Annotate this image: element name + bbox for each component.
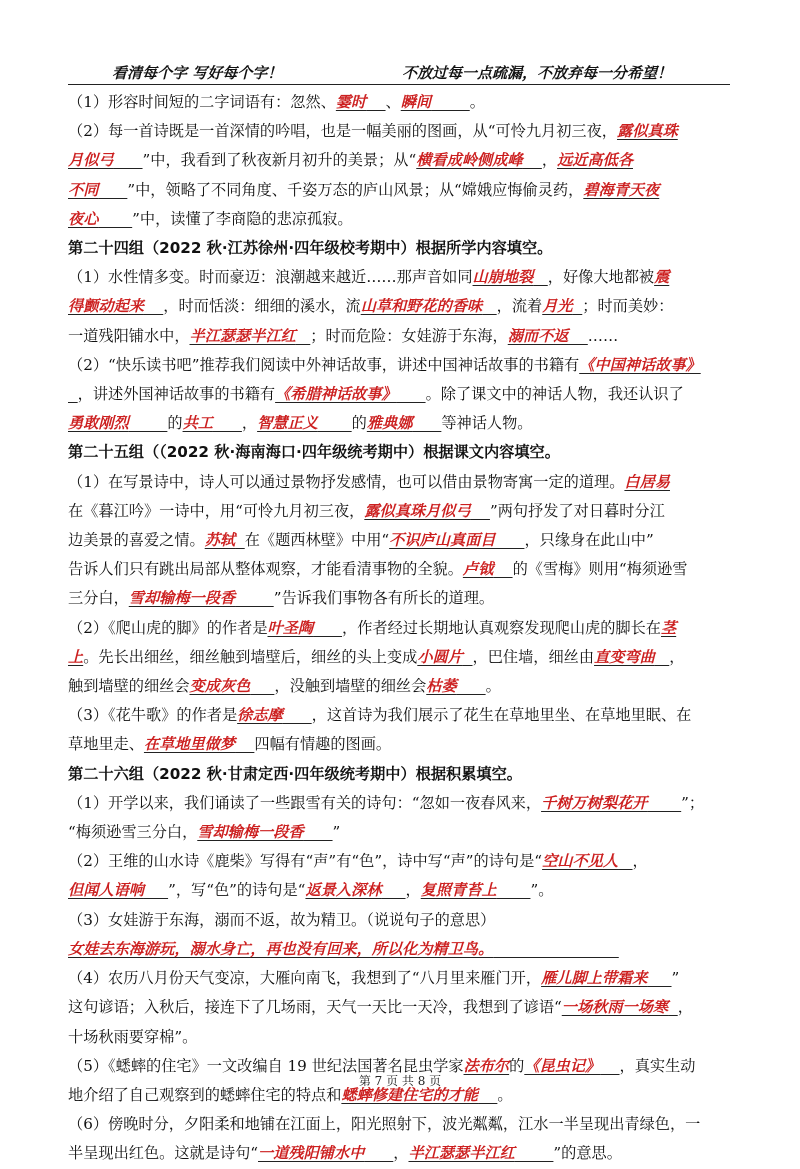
printed-text: ， xyxy=(632,852,648,871)
printed-text: ”中，我看到了秋夜新月初升的美景；从“ xyxy=(142,151,417,170)
answer-blank xyxy=(98,181,127,199)
handwritten-answer: 一场秋雨一场寒 xyxy=(561,998,669,1017)
handwritten-answer: 卢钺 xyxy=(462,560,494,579)
handwritten-answer: 空山不见人 xyxy=(542,852,619,871)
answer-blank xyxy=(515,1144,554,1162)
printed-text: （1）在写景诗中，诗人可以通过景物抒发感情，也可以借由景物寄寓一定的道理。 xyxy=(68,472,625,491)
printed-text: ，巴住墙，细丝由 xyxy=(472,647,595,666)
printed-text: 的《雪梅》则用“梅须逊雪 xyxy=(512,560,688,579)
answer-blank xyxy=(495,531,524,549)
printed-text: ， xyxy=(677,998,693,1017)
handwritten-answer: 茎 xyxy=(660,618,677,637)
handwritten-answer: 不识庐山真面目 xyxy=(389,531,496,550)
printed-text: 草地里走、 xyxy=(68,735,144,754)
printed-text: ”中，领略了不同角度、千姿万态的庐山风景；从“嫦娥应悔偷灵药， xyxy=(127,180,584,199)
answer-blank xyxy=(397,385,426,403)
printed-text: （1）水性情多变。时而豪迈：浪潮越来越近……那声音如同 xyxy=(68,268,473,287)
answer-blank xyxy=(412,414,441,432)
worksheet-content xyxy=(68,88,730,1169)
text-line xyxy=(68,906,730,935)
handwritten-answer: 霎时 xyxy=(335,93,367,111)
printed-text: ”。 xyxy=(530,881,554,900)
printed-text: （2）《爬山虎的脚》的作者是 xyxy=(68,618,268,637)
printed-text: ，只缘身在此山中” xyxy=(524,531,654,550)
handwritten-answer: 白居易 xyxy=(624,472,670,491)
answer-blank xyxy=(235,735,254,753)
text-line xyxy=(68,468,730,497)
printed-text: 。 xyxy=(485,677,501,696)
answer-blank xyxy=(573,297,583,315)
answer-blank xyxy=(364,1144,393,1162)
printed-text: （3）《花牛歌》的作者是 xyxy=(68,706,238,725)
handwritten-answer: 山崩地裂 xyxy=(472,268,534,287)
answer-blank xyxy=(493,940,619,958)
handwritten-answer: 徐志摩 xyxy=(237,706,283,725)
handwritten-answer: 半江瑟瑟半江红 xyxy=(408,1144,515,1163)
printed-text: ；时而危险：女娃游于东海， xyxy=(310,326,508,345)
text-line xyxy=(68,789,730,818)
text-line xyxy=(68,993,730,1022)
printed-text: ， xyxy=(405,881,421,900)
printed-text: ”，写“色”的诗句是“ xyxy=(168,881,306,900)
answer-blank xyxy=(655,648,669,666)
handwritten-answer: 夜心 xyxy=(68,209,99,228)
text-line xyxy=(68,1110,730,1139)
answer-blank xyxy=(313,619,342,637)
answer-blank xyxy=(114,151,143,169)
printed-text: 。除了课文中的神话人物，我还认识了 xyxy=(425,385,684,404)
handwritten-answer: 雅典娜 xyxy=(366,414,413,433)
answer-blank xyxy=(497,881,531,899)
answer-blank xyxy=(493,560,512,578)
handwritten-answer: 一道残阳铺水中 xyxy=(258,1144,365,1163)
answer-blank xyxy=(463,648,473,666)
handwritten-answer: 雪却输梅一段香 xyxy=(128,589,236,608)
printed-text: 一道残阳铺水中， xyxy=(68,326,190,345)
answer-blank xyxy=(98,210,132,228)
handwritten-answer: 在草地里做梦 xyxy=(143,735,236,754)
text-line xyxy=(68,292,730,321)
printed-text: （4）农历八月份天气变凉，大雁向南飞，我想到了“八月里来雁门开， xyxy=(68,969,542,988)
printed-text: 。 xyxy=(469,93,485,111)
handwritten-answer: 半江瑟瑟半江红 xyxy=(189,326,296,345)
printed-text: 、 xyxy=(385,93,401,111)
printed-text: 等神话人物。 xyxy=(441,414,533,433)
printed-text: ，讲述外国神话故事的书籍有 xyxy=(77,385,276,404)
handwritten-answer: 得颤动起来 xyxy=(68,297,144,316)
printed-text: 三分白， xyxy=(68,589,129,608)
printed-text: 半呈现出红色。这就是诗句“ xyxy=(68,1144,259,1163)
answer-blank xyxy=(213,414,242,432)
printed-text: ；时而美妙： xyxy=(582,297,674,316)
printed-text: 在《暮江吟》一诗中，用“可怜九月初三夜， xyxy=(68,501,365,520)
answer-blank xyxy=(523,151,542,169)
handwritten-answer: 《昆虫记》 xyxy=(524,1056,601,1075)
handwritten-answer: 露似真珠月似弓 xyxy=(364,501,471,520)
printed-text: ，好像大地都被 xyxy=(547,268,655,287)
printed-text: （1）开学以来，我们诵读了一些跟雪有关的诗句：“忽如一夜春风来， xyxy=(68,793,542,812)
answer-blank xyxy=(618,852,632,870)
handwritten-answer: 溺而不返 xyxy=(507,326,569,345)
printed-text: ，作者经过长期地认真观察发现爬山虎的脚长在 xyxy=(342,618,661,637)
answer-blank xyxy=(471,502,490,520)
printed-text: （2）王维的山水诗《鹿柴》写得有“声”有“色”，诗中写“声”的诗句是“ xyxy=(68,852,543,871)
handwritten-answer: 变成灰色 xyxy=(189,677,251,696)
group-heading: 第二十六组（2022 秋·甘肃定西·四年级统考期中）根据积累填空。 xyxy=(68,764,522,783)
answer-blank xyxy=(647,969,671,987)
text-line xyxy=(68,1023,730,1052)
text-line xyxy=(68,730,730,759)
text-line xyxy=(68,497,730,526)
answer-blank xyxy=(296,327,310,345)
handwritten-answer: 瞬间 xyxy=(400,93,432,111)
handwritten-answer: 叶圣陶 xyxy=(267,618,314,637)
printed-text: （3）女娃游于东海，溺而不返，故为精卫。（说说句子的意思） xyxy=(68,910,496,929)
handwritten-answer: 雁儿脚上带霜来 xyxy=(541,969,648,988)
text-line xyxy=(68,1139,730,1168)
text-line xyxy=(68,701,730,730)
printed-text: ，这首诗为我们展示了花生在草地里坐、在草地里眠、在 xyxy=(311,706,692,725)
printed-text: …… xyxy=(587,326,619,345)
text-line xyxy=(68,117,730,146)
printed-text: ”告诉我们事物各有所长的道理。 xyxy=(273,589,495,608)
handwritten-answer: 共工 xyxy=(182,414,213,433)
handwritten-answer: 小圆片 xyxy=(417,647,463,666)
text-line xyxy=(68,205,730,234)
answer-blank xyxy=(431,93,470,111)
answer-blank xyxy=(318,414,352,432)
printed-text: 的 xyxy=(351,414,367,433)
handwritten-answer: 月光 xyxy=(542,297,573,316)
handwritten-answer: 《中国神话故事》 xyxy=(579,355,701,374)
printed-text: 十场秋雨要穿棉”。 xyxy=(68,1027,198,1046)
answer-blank xyxy=(457,677,486,695)
printed-text: ，没触到墙壁的细丝会 xyxy=(274,677,427,696)
printed-text: ，真实生动 xyxy=(619,1056,696,1075)
text-line xyxy=(68,555,730,584)
text-line xyxy=(68,935,730,964)
handwritten-answer: 枯萎 xyxy=(426,677,457,696)
printed-text: ”中，读懂了李商隐的悲凉孤寂。 xyxy=(132,209,353,228)
group-heading: 第二十四组（2022 秋·江苏徐州·四年级校考期中）根据所学内容填空。 xyxy=(68,239,553,258)
printed-text: ， xyxy=(541,151,558,170)
printed-text: （2）“快乐读书吧”推荐我们阅读中外神话故事，讲述中国神话故事的书籍有 xyxy=(68,355,580,374)
handwritten-answer: 山草和野花的香味 xyxy=(360,297,483,316)
answer-blank xyxy=(129,414,168,432)
printed-text: （5）《蟋蟀的住宅》一文改编自 19 世纪法国著名昆虫学家 xyxy=(68,1056,464,1075)
handwritten-answer: 雪却输梅一段香 xyxy=(197,823,304,842)
printed-text: （2）每一首诗既是一首深情的吟唱，也是一幅美丽的图画，从“可怜九月初三夜， xyxy=(68,122,617,141)
printed-text: ” xyxy=(332,823,341,842)
handwritten-answer: 复照青苔上 xyxy=(420,881,497,900)
printed-text: ， xyxy=(669,647,685,666)
text-line xyxy=(68,409,730,438)
page-footer: 第 7 页 共 8 页 xyxy=(358,1074,442,1088)
handwritten-answer: 法布尔 xyxy=(463,1056,510,1075)
printed-text: ，流着 xyxy=(496,297,543,316)
text-line xyxy=(68,818,730,847)
handwritten-answer: 震 xyxy=(654,268,670,287)
printed-text: 触到墙壁的细丝会 xyxy=(68,677,190,696)
printed-text: 的 xyxy=(167,414,183,433)
text-line xyxy=(68,964,730,993)
printed-text: 边美景的喜爱之情。 xyxy=(68,531,205,550)
text-line xyxy=(68,847,730,876)
answer-blank xyxy=(235,589,274,607)
text-line xyxy=(68,146,730,175)
answer-blank xyxy=(250,677,274,695)
handwritten-answer: 横看成岭侧成峰 xyxy=(416,151,523,170)
handwritten-answer: 直变弯曲 xyxy=(594,647,655,666)
handwritten-answer: 女娃去东海游玩，溺水身亡，再也没有回来，所以化为精卫鸟。 xyxy=(68,939,494,958)
text-line xyxy=(68,322,730,351)
text-line xyxy=(68,876,730,905)
handwritten-answer: 但闻人语响 xyxy=(68,881,144,900)
handwritten-answer: 智慧正义 xyxy=(257,414,318,433)
answer-blank xyxy=(568,327,587,345)
text-line xyxy=(68,263,730,292)
text-line xyxy=(68,176,730,205)
printed-text: 地介绍了自己观察到的蟋蟀住宅的特点和 xyxy=(68,1085,342,1104)
printed-text: 告诉人们只有跳出局部从整体观察，才能看清事物的全貌。 xyxy=(68,560,463,579)
printed-text: ” xyxy=(671,969,680,988)
text-line xyxy=(68,643,730,672)
printed-text: 。先长出细丝，细丝触到墙壁后，细丝的头上变成 xyxy=(83,647,418,666)
answer-blank xyxy=(482,297,496,315)
printed-text: 四幅有情趣的图画。 xyxy=(254,735,392,754)
printed-text: ，时而恬淡：细细的溪水，流 xyxy=(163,297,361,316)
group-heading: 第二十五组（（2022 秋·海南海口·四年级统考期中）根据课文内容填空。 xyxy=(68,443,560,462)
answer-blank xyxy=(533,268,547,286)
handwritten-answer: 远近高低各 xyxy=(557,151,633,170)
printed-text: ”两句抒发了对日暮时分江 xyxy=(489,501,665,520)
printed-text: ”； xyxy=(681,793,705,812)
header-motto-right: 不放过每一点疏漏，不放弃每一分希望！ xyxy=(402,64,673,82)
text-line xyxy=(68,672,730,701)
handwritten-answer: 返景入深林 xyxy=(305,881,382,900)
printed-text: （1）形容时间短的二字词语有：忽然、 xyxy=(68,93,336,111)
answer-blank xyxy=(381,881,405,899)
answer-blank xyxy=(304,823,333,841)
handwritten-answer: 露似真珠 xyxy=(617,122,678,141)
answer-blank xyxy=(144,881,168,899)
text-line xyxy=(68,584,730,613)
handwritten-answer: 《希腊神话故事》 xyxy=(275,385,397,404)
handwritten-answer: 苏轼 xyxy=(204,531,236,550)
text-line xyxy=(68,526,730,555)
printed-text: 这句谚语；入秋后，接连下了几场雨，天气一天比一天冷，我想到了谚语“ xyxy=(68,998,562,1017)
answer-blank xyxy=(366,93,385,111)
answer-blank xyxy=(647,794,681,812)
header-rule xyxy=(68,84,730,85)
text-line xyxy=(68,380,730,409)
printed-text: ”的意思。 xyxy=(553,1144,622,1163)
printed-text: 的 xyxy=(509,1056,525,1075)
handwritten-answer: 千树万树梨花开 xyxy=(541,793,648,812)
text-line xyxy=(68,88,730,117)
handwritten-answer: 蟋蟀修建住宅的才能 xyxy=(341,1085,479,1104)
answer-blank xyxy=(68,385,78,403)
text-line xyxy=(68,351,730,380)
header-motto-left: 看清每个字 写好每个字！ xyxy=(112,64,283,82)
printed-text: （6）傍晚时分，夕阳柔和地铺在江面上，阳光照射下，波光粼粼，江水一半呈现出青绿色，一 xyxy=(68,1115,701,1134)
printed-text: “梅须逊雪三分白， xyxy=(68,823,198,842)
handwritten-answer: 不同 xyxy=(68,180,99,199)
handwritten-answer: 上 xyxy=(68,647,84,666)
handwritten-answer: 勇敢刚烈 xyxy=(68,414,129,433)
printed-text: 。 xyxy=(497,1085,513,1104)
printed-text: ， xyxy=(241,414,258,433)
answer-blank xyxy=(144,297,163,315)
handwritten-answer: 月似弓 xyxy=(68,151,114,170)
answer-blank xyxy=(668,998,678,1016)
answer-blank xyxy=(283,706,312,724)
text-line xyxy=(68,614,730,643)
handwritten-answer: 碧海青天夜 xyxy=(583,180,660,199)
printed-text: 在《题西林壁》中用“ xyxy=(244,531,390,550)
answer-blank xyxy=(235,531,245,549)
printed-text: ， xyxy=(393,1144,409,1163)
